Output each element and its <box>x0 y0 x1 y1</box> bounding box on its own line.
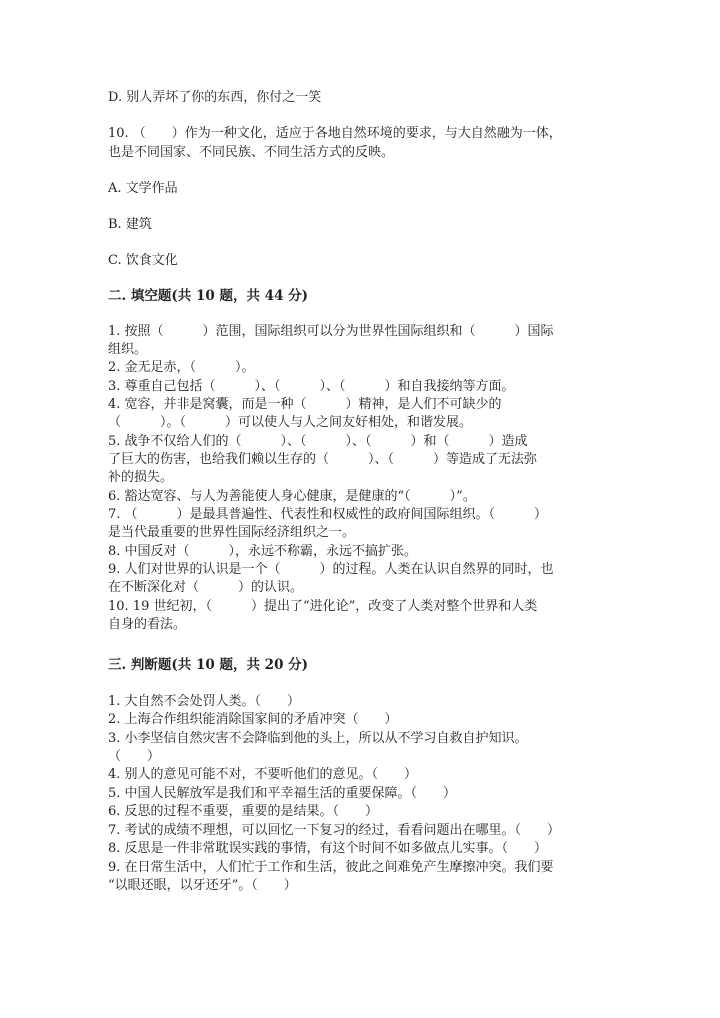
true-false-line: 5. 中国人民解放军是我们和平幸福生活的重要保障。（ ） <box>108 786 457 801</box>
fill-blank-line: 2. 金无足赤，（ ）。 <box>108 360 255 375</box>
q10-option-a: A. 文学作品 <box>108 181 178 196</box>
true-false-line: 7. 考试的成绩不理想，可以回忆一下复习的经过，看看问题出在哪里。（ ） <box>108 823 561 838</box>
true-false-line: 2. 上海合作组织能消除国家间的矛盾冲突（ ） <box>108 712 398 727</box>
fill-blank-line: 5. 战争不仅给人们的（ ）、（ ）、（ ）和（ ）造成 <box>108 434 528 449</box>
fill-blank-line: 自身的看法。 <box>108 617 187 632</box>
true-false-line: 6. 反思的过程不重要，重要的是结果。（ ） <box>108 804 379 819</box>
true-false-line: “以眼还眼，以牙还牙”。（ ） <box>108 878 297 893</box>
true-false-line: 8. 反思是一件非常耽误实践的事情，有这个时间不如多做点儿实事。（ ） <box>108 841 548 856</box>
fill-blank-line: 1. 按照（ ）范围，国际组织可以分为世界性国际组织和（ ）国际 <box>108 324 554 339</box>
section-title-true-false: 三. 判断题(共 10 题，共 20 分) <box>108 657 309 673</box>
fill-blank-line: 4. 宽容，并非是窝囊，而是一种（ ）精神，是人们不可缺少的 <box>108 397 502 412</box>
fill-blank-line: （ ）。（ ）可以使人与人之间友好相处，和谐发展。 <box>108 415 473 430</box>
fill-blank-line: 3. 尊重自己包括（ ）、（ ）、（ ）和自我接纳等方面。 <box>108 379 515 394</box>
q10-option-c: C. 饮食文化 <box>108 253 178 268</box>
fill-blank-line: 组织。 <box>108 342 148 357</box>
fill-blank-line: 10. 19 世纪初，（ ）提出了“进化论”，改变了人类对整个世界和人类 <box>108 599 538 614</box>
true-false-line: 4. 别人的意见可能不对，不要听他们的意见。（ ） <box>108 767 418 782</box>
fill-blank-line: 了巨大的伤害，也给我们赖以生存的（ ）、（ ）等造成了无法弥 <box>108 452 538 467</box>
true-false-line: （ ） <box>108 749 161 764</box>
option-d-q9: D. 别人弄坏了你的东西，你付之一笑 <box>108 90 322 105</box>
q10-text-line1: 10. （ ）作为一种文化，适应于各地自然环境的要求，与大自然融为一体， <box>108 126 562 141</box>
fill-blank-line: 在不断深化对（ ）的认识。 <box>108 580 304 595</box>
q10-text-line2: 也是不同国家、不同民族、不同生活方式的反映。 <box>108 145 395 160</box>
fill-blank-line: 是当代最重要的世界性国际经济组织之一。 <box>108 525 356 540</box>
fill-blank-line: 补的损失。 <box>108 470 174 485</box>
fill-blank-line: 7. （ ）是最具普遍性、代表性和权威性的政府间国际组织。（ ） <box>108 507 548 522</box>
true-false-line: 1. 大自然不会处罚人类。（ ） <box>108 694 301 709</box>
fill-blank-line: 6. 豁达宽容、与人为善能使人身心健康，是健康的“（ ）”。 <box>108 489 476 504</box>
fill-blank-line: 9. 人们对世界的认识是一个（ ）的过程。人类在认识自然界的同时，也 <box>108 562 554 577</box>
fill-blank-line: 8. 中国反对（ ），永远不称霸，永远不搞扩张。 <box>108 544 418 559</box>
q10-option-b: B. 建筑 <box>108 217 152 232</box>
section-title-fill-blank: 二. 填空题(共 10 题，共 44 分) <box>108 288 309 304</box>
true-false-line: 3. 小李坚信自然灾害不会降临到他的头上，所以从不学习自救自护知识。 <box>108 731 528 746</box>
true-false-line: 9. 在日常生活中，人们忙于工作和生活，彼此之间难免产生摩擦冲突。我们要 <box>108 860 554 875</box>
